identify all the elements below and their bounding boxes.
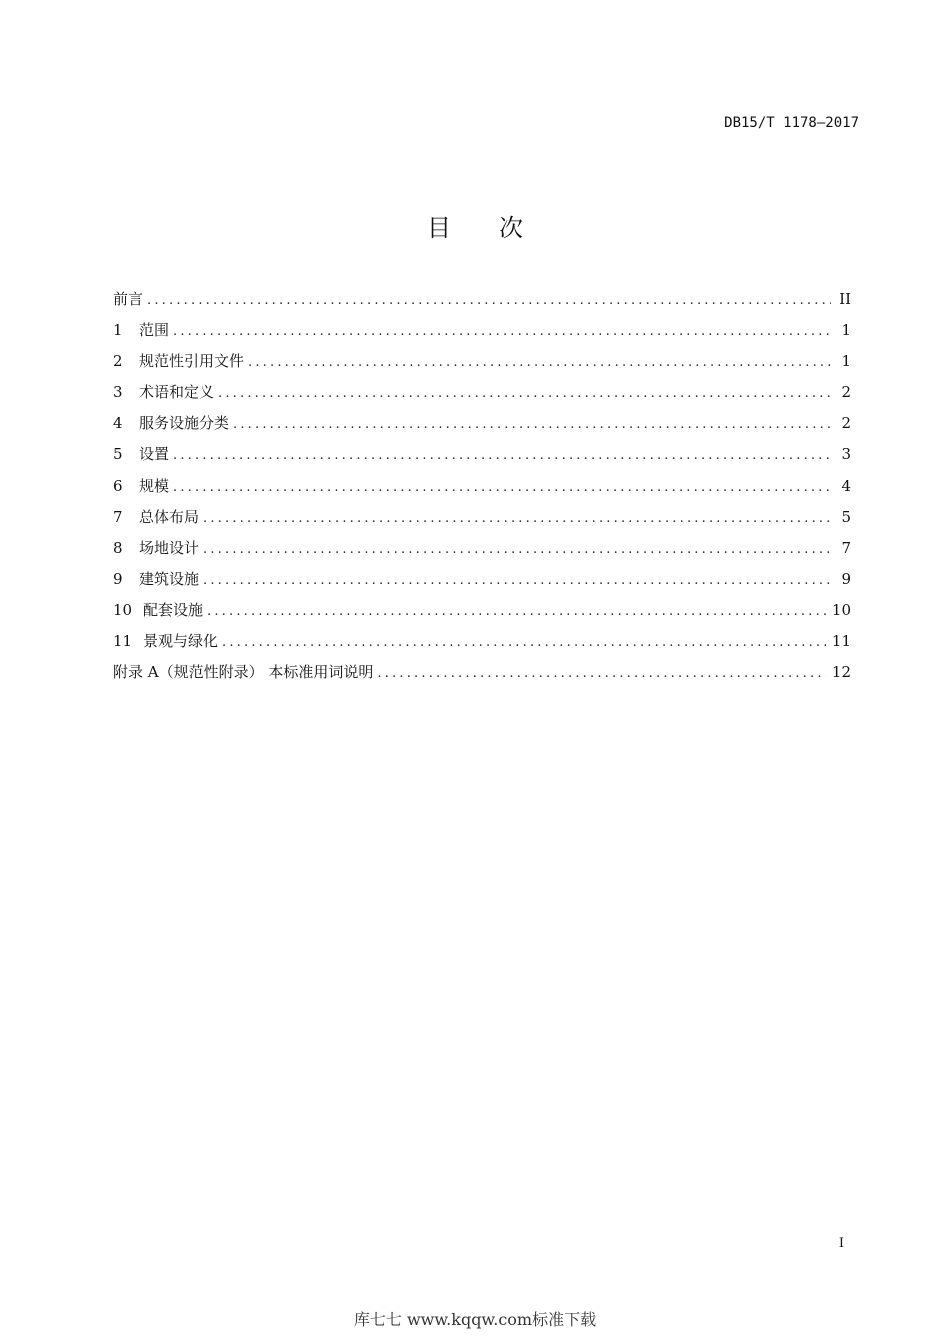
toc-entry-label: 服务设施分类 <box>139 414 230 433</box>
toc-entry-page: 3 <box>841 445 851 464</box>
dot-leader <box>147 293 831 308</box>
toc-entry-label: 范围 <box>139 321 170 340</box>
page-number: I <box>838 1236 844 1251</box>
toc-entry[interactable] <box>113 506 851 537</box>
toc-entry[interactable] <box>113 381 851 412</box>
toc-entry-label: 场地设计 <box>139 538 200 557</box>
toc-entry[interactable] <box>113 288 851 319</box>
toc-entry-page: 5 <box>841 507 851 526</box>
toc-entry[interactable] <box>113 630 851 661</box>
dot-leader <box>203 573 831 588</box>
dot-leader <box>203 542 831 557</box>
table-of-contents <box>113 288 851 692</box>
toc-entry-page: 4 <box>841 476 851 495</box>
toc-entry-page: 10 <box>831 600 851 619</box>
toc-entry-label: 总体布局 <box>139 507 200 526</box>
dot-leader <box>233 417 831 432</box>
toc-entry-page: 11 <box>831 632 851 651</box>
toc-entry[interactable] <box>113 568 851 599</box>
toc-entry-label: 设置 <box>139 445 170 464</box>
footer-watermark: 库七七 www.kqqw.com标准下载 <box>353 1310 597 1329</box>
toc-entry-label: 附录 A（规范性附录） 本标准用词说明 <box>113 663 374 682</box>
toc-entry-label: 术语和定义 <box>139 383 215 402</box>
toc-entry[interactable] <box>113 661 851 692</box>
toc-entry[interactable] <box>113 443 851 474</box>
toc-entry-number: 9 <box>113 569 123 588</box>
toc-entry-page: 2 <box>841 414 851 433</box>
toc-entry-label: 规模 <box>139 476 170 495</box>
toc-entry[interactable] <box>113 412 851 443</box>
dot-leader <box>218 386 831 401</box>
toc-entry-number: 2 <box>113 352 123 371</box>
toc-entry-number: 7 <box>113 507 123 526</box>
page-title: 目次 <box>427 214 571 242</box>
dot-leader <box>222 635 826 650</box>
toc-entry-label: 建筑设施 <box>139 569 200 588</box>
toc-entry-page: 12 <box>831 663 851 682</box>
dot-leader <box>173 480 831 495</box>
toc-entry-number: 11 <box>113 632 133 651</box>
toc-entry-label: 前言 <box>113 290 144 308</box>
dot-leader <box>173 448 831 463</box>
toc-entry[interactable] <box>113 350 851 381</box>
toc-entry-number: 4 <box>113 414 123 433</box>
toc-entry[interactable] <box>113 537 851 568</box>
toc-entry-label: 配套设施 <box>143 600 204 619</box>
dot-leader <box>377 666 826 681</box>
dot-leader <box>173 324 831 339</box>
toc-entry[interactable] <box>113 475 851 506</box>
toc-entry-page: 2 <box>841 383 851 402</box>
toc-entry-label: 规范性引用文件 <box>139 352 245 371</box>
toc-entry-page: II <box>839 290 851 308</box>
toc-entry-number: 6 <box>113 476 123 495</box>
toc-entry[interactable] <box>113 319 851 350</box>
dot-leader <box>207 604 826 619</box>
toc-entry[interactable] <box>113 599 851 630</box>
toc-entry-page: 9 <box>841 569 851 588</box>
toc-entry-page: 1 <box>841 352 851 371</box>
toc-entry-number: 10 <box>113 600 133 619</box>
toc-entry-number: 8 <box>113 538 123 557</box>
toc-entry-number: 3 <box>113 383 123 402</box>
toc-entry-label: 景观与绿化 <box>143 632 219 651</box>
toc-entry-number: 1 <box>113 321 123 340</box>
toc-entry-page: 7 <box>841 538 851 557</box>
toc-entry-page: 1 <box>841 321 851 340</box>
document-number: DB15/T 1178—2017 <box>724 115 859 131</box>
toc-entry-number: 5 <box>113 445 123 464</box>
dot-leader <box>203 511 831 526</box>
dot-leader <box>248 355 831 370</box>
